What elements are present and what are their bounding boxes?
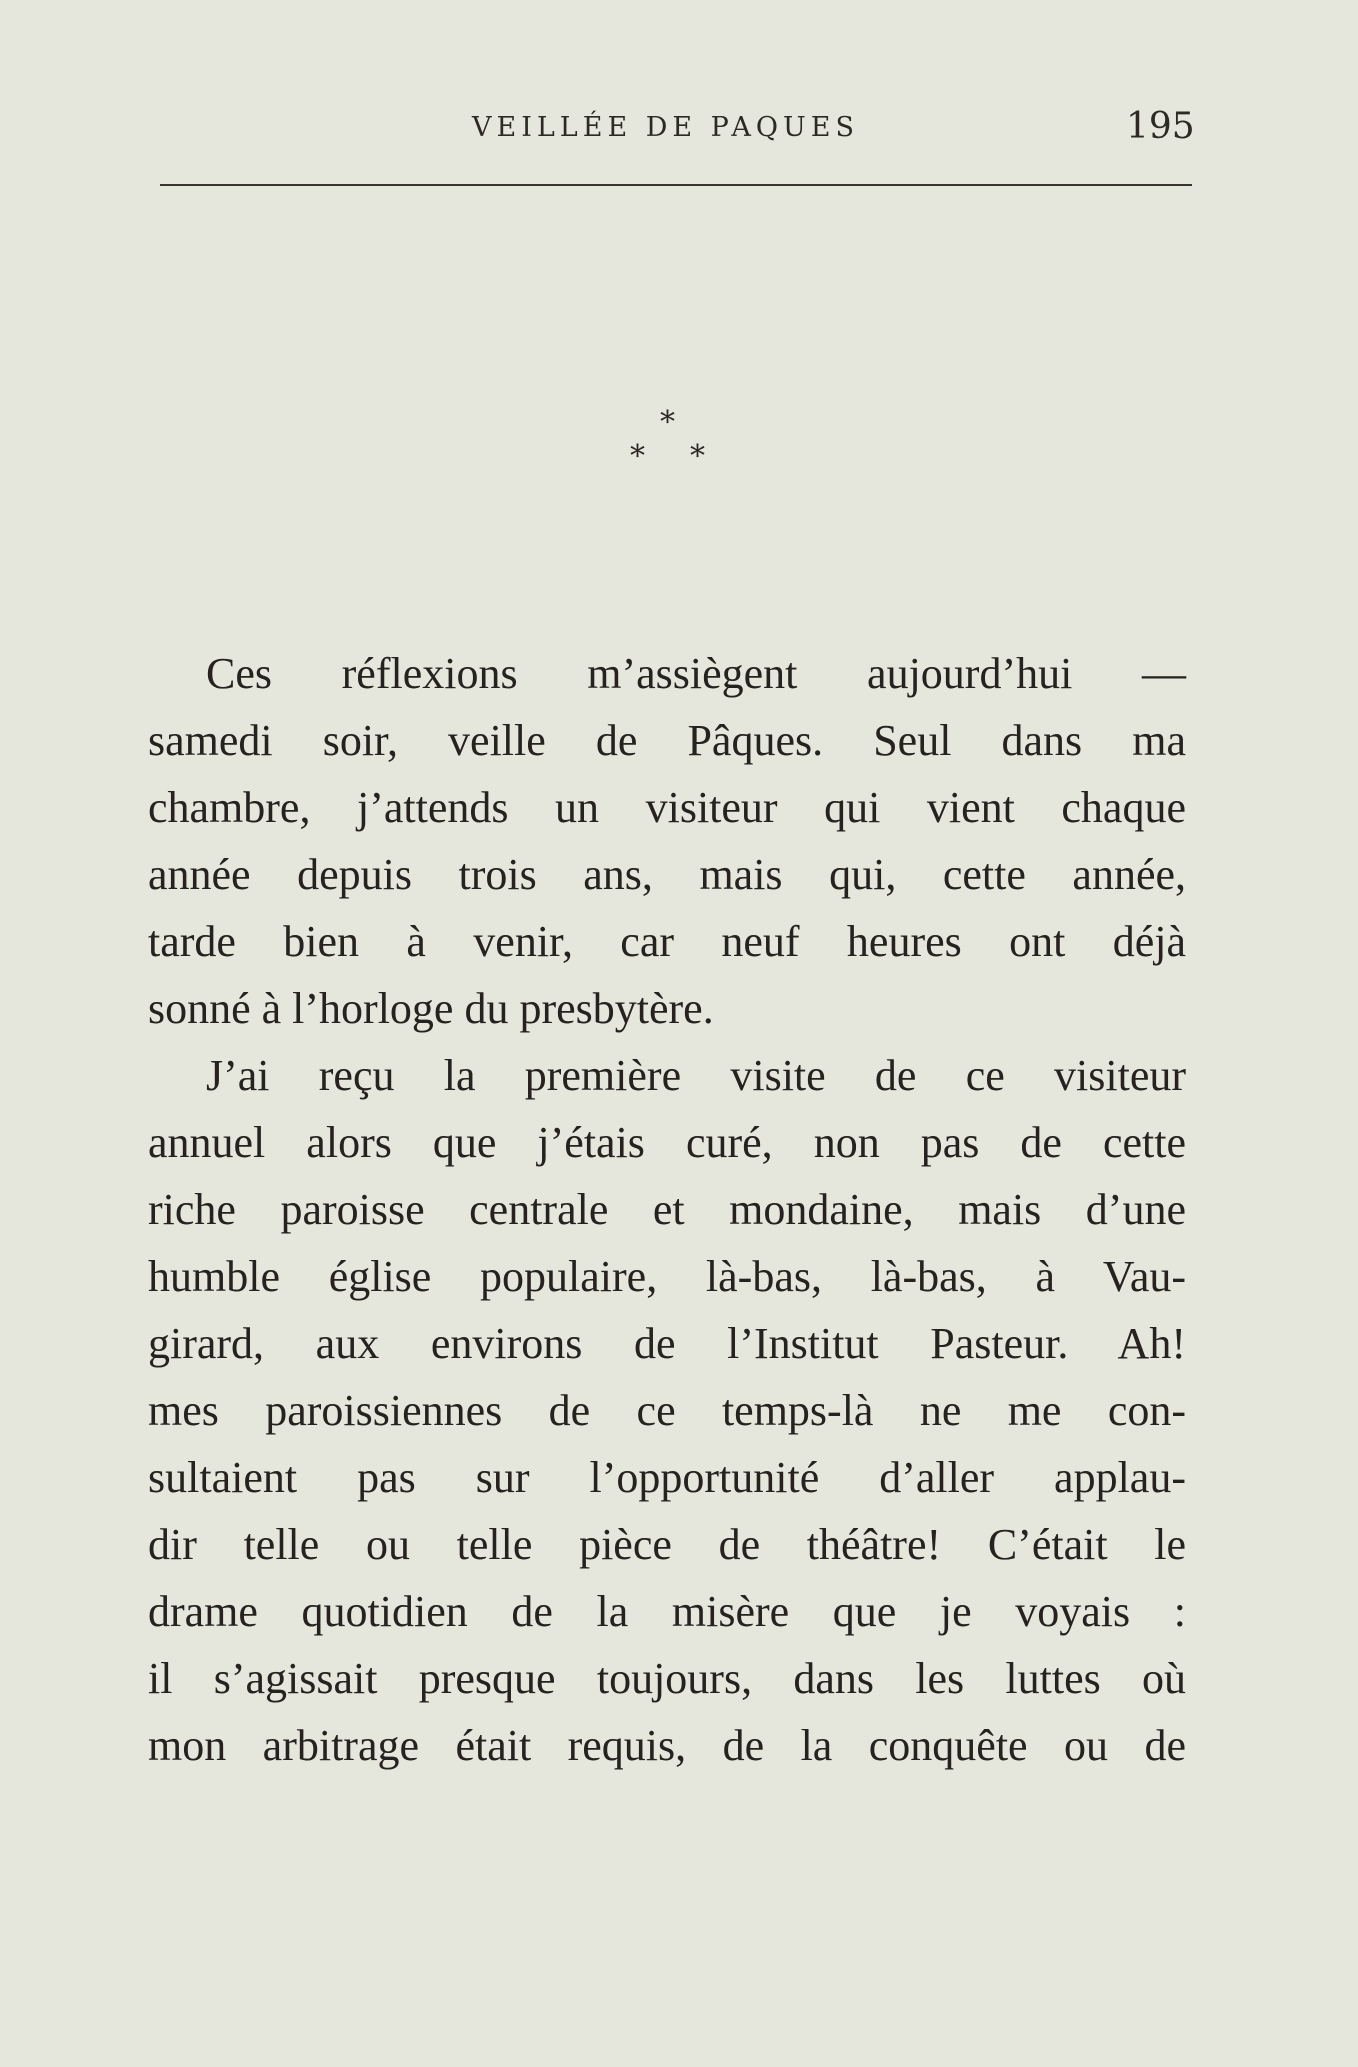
paragraph-1-line: sonné à l’horloge du presbytère. bbox=[148, 984, 714, 1033]
asterism-star: * bbox=[690, 439, 705, 474]
paragraph-2-line: dir telle ou telle pièce de théâtre! C’était le bbox=[148, 1520, 1186, 1569]
body-text bbox=[148, 640, 1186, 1779]
paragraph-2-line: mes paroissiennes de ce temps-là ne me con- bbox=[148, 1386, 1186, 1435]
running-title: VEILLÉE DE PAQUES bbox=[472, 112, 859, 143]
paragraph-1-line: année depuis trois ans, mais qui, cette année, bbox=[148, 850, 1186, 899]
asterism-star: * bbox=[630, 439, 645, 474]
page-number: 195 bbox=[1126, 106, 1195, 147]
paragraph-2-line: drame quotidien de la misère que je voyais : bbox=[148, 1587, 1186, 1636]
paragraph-1-line: samedi soir, veille de Pâques. Seul dans ma bbox=[148, 716, 1186, 765]
paragraph-2-line: annuel alors que j’étais curé, non pas de cette bbox=[148, 1118, 1186, 1167]
paragraph-2-line: il s’agissait presque toujours, dans les luttes où bbox=[148, 1654, 1186, 1703]
paragraph-2-line: riche paroisse centrale et mondaine, mais d’une bbox=[148, 1185, 1186, 1234]
paragraph-2-line: mon arbitrage était requis, de la conquête ou de bbox=[148, 1721, 1186, 1770]
paragraph-2-line: J’ai reçu la première visite de ce visiteur bbox=[206, 1051, 1186, 1100]
paragraph-1-line: chambre, j’attends un visiteur qui vient chaque bbox=[148, 783, 1186, 832]
asterism-star: * bbox=[660, 405, 675, 440]
paragraph-1-line: Ces réflexions m’assiègent aujourd’hui — bbox=[206, 649, 1186, 698]
paragraph-1-line: tarde bien à venir, car neuf heures ont déjà bbox=[148, 917, 1186, 966]
paragraph-2-line: sultaient pas sur l’opportunité d’aller applau- bbox=[148, 1453, 1186, 1502]
header-rule bbox=[160, 184, 1192, 186]
asterism-ornament bbox=[620, 405, 730, 478]
paragraph-2-line: humble église populaire, là-bas, là-bas, à Vau- bbox=[148, 1252, 1186, 1301]
paragraph-2-line: girard, aux environs de l’Institut Pasteur. Ah! bbox=[148, 1319, 1186, 1368]
